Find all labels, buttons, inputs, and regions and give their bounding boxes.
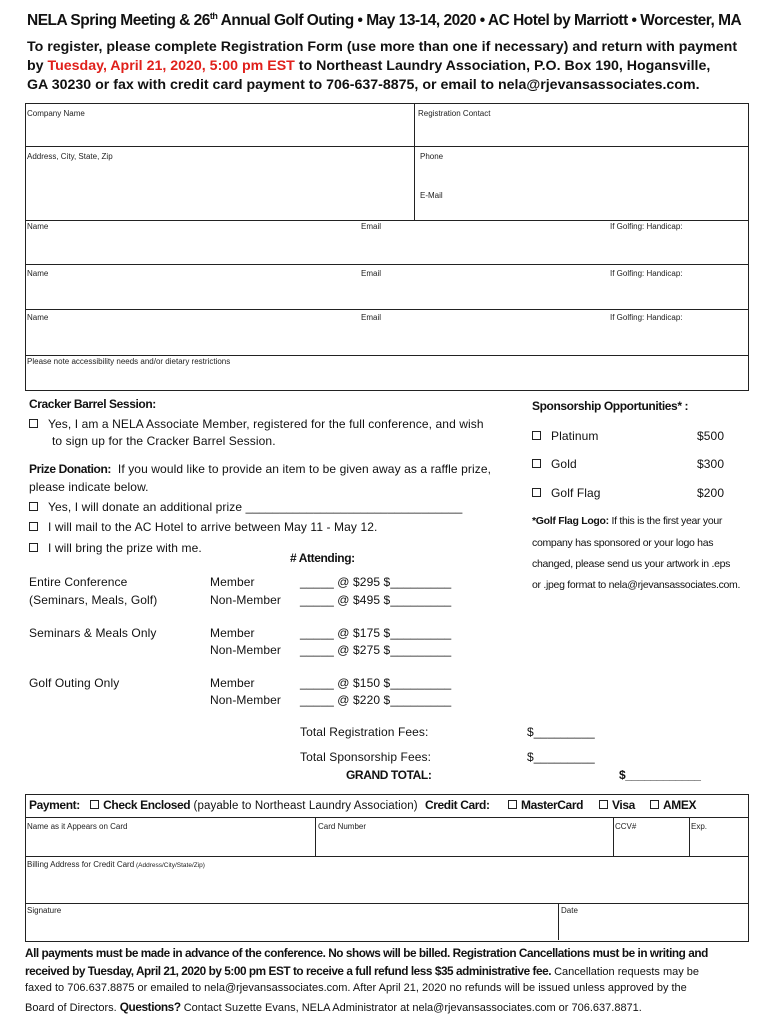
grand-total-value[interactable]: $____________ bbox=[619, 768, 701, 782]
total-sponsorship-value[interactable]: $_________ bbox=[527, 750, 595, 764]
checkbox[interactable] bbox=[532, 431, 541, 440]
attendee-2-name-field[interactable]: Name bbox=[27, 269, 49, 278]
seminars-nonmember-fee[interactable]: _____ @ $275 $_________ bbox=[300, 643, 452, 657]
cracker-barrel-option-line2: to sign up for the Cracker Barrel Session. bbox=[52, 434, 276, 448]
checkbox[interactable] bbox=[532, 488, 541, 497]
footer-line-1: All payments must be made in advance of the conference. No shows will be billed. Registration Cancellations must be in writing and bbox=[25, 946, 708, 960]
seminars-meals-label: Seminars & Meals Only bbox=[29, 626, 157, 640]
prize-donation-intro: Prize Donation: If you would like to provide an item to be given away as a raffle prize, bbox=[29, 462, 492, 476]
footer-line-3: faxed to 706.637.8875 or emailed to nela@rjevansassociates.com. After April 21, 2020 no refunds will be issued unless approved by the bbox=[25, 982, 687, 994]
attendee-3-handicap-field[interactable]: If Golfing: Handicap: bbox=[610, 313, 683, 322]
visa-option[interactable]: Visa bbox=[599, 798, 635, 812]
questions-label: Questions? bbox=[119, 1000, 181, 1014]
registration-deadline: Tuesday, April 21, 2020, 5:00 pm EST bbox=[47, 58, 295, 74]
golf-flag-logo-note-2: company has sponsored or your logo has bbox=[532, 537, 714, 549]
prize-option-bring[interactable]: I will bring the prize with me. bbox=[29, 541, 202, 555]
email-main-field[interactable]: E-Mail bbox=[420, 191, 443, 200]
expiration-field[interactable]: Exp. bbox=[691, 822, 708, 831]
golf-flag-logo-note-4: or .jpeg format to nela@rjevansassociates.com. bbox=[532, 579, 741, 591]
golf-member-fee[interactable]: _____ @ $150 $_________ bbox=[300, 676, 452, 690]
golf-flag-logo-note-3: changed, please send us your artwork in .eps bbox=[532, 558, 731, 570]
payment-row: Payment: Check Enclosed (payable to Northeast Laundry Association) bbox=[29, 798, 418, 812]
check-enclosed-label: Check Enclosed bbox=[103, 798, 191, 812]
footer-line-4: Board of Directors. Questions? Contact Suzette Evans, NELA Administrator at nela@rjevansassociates.com or 706.637.8871. bbox=[25, 1000, 642, 1014]
checkbox[interactable] bbox=[599, 800, 608, 809]
sponsor-golf-flag-option[interactable]: Golf Flag bbox=[532, 486, 601, 500]
intro-line-3: GA 30230 or fax with credit card payment to 706-637-8875, or email to nela@rjevansassociates.com. bbox=[27, 77, 700, 93]
attendee-2-email-field[interactable]: Email bbox=[361, 269, 382, 278]
name-on-card-field[interactable]: Name as it Appears on Card bbox=[27, 822, 128, 831]
seminars-member-label: Member bbox=[210, 626, 255, 640]
company-name-field[interactable]: Company Name bbox=[27, 109, 85, 118]
entire-conference-sublabel: (Seminars, Meals, Golf) bbox=[29, 593, 158, 607]
attendee-3-name-field[interactable]: Name bbox=[27, 313, 49, 322]
cracker-barrel-heading: Cracker Barrel Session: bbox=[29, 397, 156, 411]
signature-field[interactable]: Signature bbox=[27, 906, 62, 915]
sponsorship-heading: Sponsorship Opportunities* : bbox=[532, 399, 689, 413]
cracker-barrel-option[interactable]: Yes, I am a NELA Associate Member, registered for the full conference, and wish bbox=[29, 417, 484, 431]
golf-flag-logo-note: *Golf Flag Logo: If this is the first year your bbox=[532, 515, 723, 527]
prize-option-mail[interactable]: I will mail to the AC Hotel to arrive between May 11 - May 12. bbox=[29, 520, 377, 534]
credit-card-label: Credit Card: bbox=[425, 798, 490, 812]
seminars-member-fee[interactable]: _____ @ $175 $_________ bbox=[300, 626, 452, 640]
entire-conference-label: Entire Conference bbox=[29, 575, 128, 589]
card-number-field[interactable]: Card Number bbox=[318, 822, 367, 831]
golf-member-label: Member bbox=[210, 676, 255, 690]
golf-nonmember-label: Non-Member bbox=[210, 693, 282, 707]
checkbox[interactable] bbox=[650, 800, 659, 809]
checkbox[interactable] bbox=[29, 502, 38, 511]
golf-nonmember-fee[interactable]: _____ @ $220 $_________ bbox=[300, 693, 452, 707]
checkbox[interactable] bbox=[29, 522, 38, 531]
date-field[interactable]: Date bbox=[561, 906, 578, 915]
attendee-1-handicap-field[interactable]: If Golfing: Handicap: bbox=[610, 222, 683, 231]
billing-address-field[interactable]: Billing Address for Credit Card (Address/City/State/Zip) bbox=[27, 860, 205, 869]
entire-member-fee[interactable]: _____ @ $295 $_________ bbox=[300, 575, 452, 589]
seminars-nonmember-label: Non-Member bbox=[210, 643, 282, 657]
footer-line-2: received by Tuesday, April 21, 2020 by 5:00 pm EST to receive a full refund less $35 administrative fee. Cancellation requests may be bbox=[25, 964, 700, 978]
attendee-1-name-field[interactable]: Name bbox=[27, 222, 49, 231]
entire-nonmember-label: Non-Member bbox=[210, 593, 282, 607]
accessibility-field[interactable]: Please note accessibility needs and/or dietary restrictions bbox=[27, 357, 231, 366]
page-title: NELA Spring Meeting & 26th Annual Golf Outing • May 13-14, 2020 • AC Hotel by Marriott • Worcester, MA bbox=[27, 11, 742, 30]
check-enclosed-checkbox[interactable] bbox=[90, 800, 99, 809]
registration-contact-field[interactable]: Registration Contact bbox=[418, 109, 491, 118]
grand-total-label: GRAND TOTAL: bbox=[346, 768, 432, 782]
golf-only-label: Golf Outing Only bbox=[29, 676, 120, 690]
mastercard-option[interactable]: MasterCard bbox=[508, 798, 583, 812]
prize-donation-heading: Prize Donation: bbox=[29, 462, 112, 476]
total-registration-label: Total Registration Fees: bbox=[300, 725, 429, 739]
phone-field[interactable]: Phone bbox=[420, 152, 444, 161]
prize-option-donate[interactable]: Yes, I will donate an additional prize ________________________________ bbox=[29, 500, 462, 514]
intro-line-1: To register, please complete Registration Form (use more than one if necessary) and return with payment bbox=[27, 39, 738, 55]
sponsor-gold-price: $300 bbox=[697, 457, 725, 471]
attendee-1-email-field[interactable]: Email bbox=[361, 222, 382, 231]
ccv-field[interactable]: CCV# bbox=[615, 822, 637, 831]
attendee-3-email-field[interactable]: Email bbox=[361, 313, 382, 322]
amex-option[interactable]: AMEX bbox=[650, 798, 696, 812]
entire-nonmember-fee[interactable]: _____ @ $495 $_________ bbox=[300, 593, 452, 607]
checkbox[interactable] bbox=[532, 459, 541, 468]
sponsor-golf-flag-price: $200 bbox=[697, 486, 725, 500]
payment-label: Payment: bbox=[29, 798, 80, 812]
total-sponsorship-label: Total Sponsorship Fees: bbox=[300, 750, 432, 764]
intro-line-2: by Tuesday, April 21, 2020, 5:00 pm EST to Northeast Laundry Association, P.O. Box 190, Hogansville, bbox=[27, 58, 711, 74]
checkbox[interactable] bbox=[508, 800, 517, 809]
sponsor-gold-option[interactable]: Gold bbox=[532, 457, 577, 471]
sponsor-platinum-option[interactable]: Platinum bbox=[532, 429, 599, 443]
cracker-barrel-checkbox[interactable] bbox=[29, 419, 38, 428]
sponsor-platinum-price: $500 bbox=[697, 429, 725, 443]
checkbox[interactable] bbox=[29, 543, 38, 552]
total-registration-value[interactable]: $_________ bbox=[527, 725, 595, 739]
entire-member-label: Member bbox=[210, 575, 255, 589]
attending-heading: # Attending: bbox=[290, 551, 355, 565]
address-field[interactable]: Address, City, State, Zip bbox=[27, 152, 113, 161]
prize-donation-intro-2: please indicate below. bbox=[29, 480, 149, 494]
attendee-2-handicap-field[interactable]: If Golfing: Handicap: bbox=[610, 269, 683, 278]
